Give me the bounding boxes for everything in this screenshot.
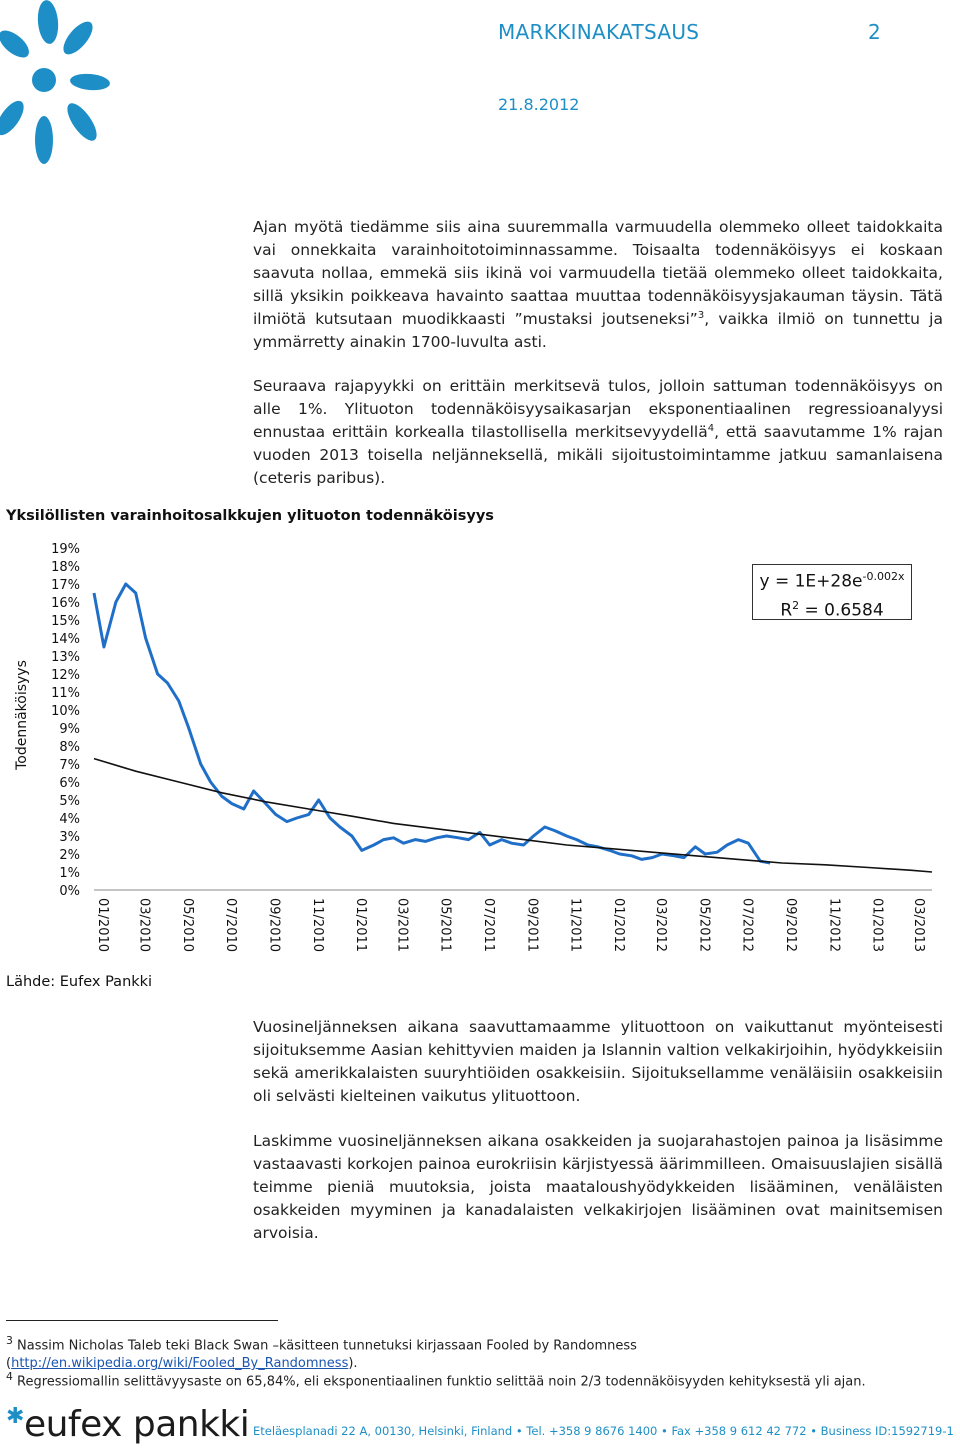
x-tick-label: 11/2010 bbox=[309, 898, 325, 953]
x-tick-label: 11/2012 bbox=[826, 898, 842, 953]
document-date: 21.8.2012 bbox=[498, 95, 580, 114]
paragraph-4: Laskimme vuosineljänneksen aikana osakkeiden ja suojarahastojen painoa ja lisäsimme vastaavasti korkojen painoa eurokriisin kärjistyessä äärimmilleen. Omaisuuslajien sisällä teimme pieniä muutoksia, joista maataloushyödykkeiden lisääminen, venäläisten osakkeiden myyminen ja kanadalaisten velkakirjojen lisääminen ovat mainitsemisen arvoisia. bbox=[253, 1132, 943, 1242]
y-tick-label: 18% bbox=[51, 560, 80, 575]
y-tick-label: 6% bbox=[59, 776, 80, 791]
y-tick-label: 7% bbox=[59, 758, 80, 773]
y-tick-label: 17% bbox=[51, 578, 80, 593]
x-tick-label: 01/2010 bbox=[95, 898, 110, 953]
footnote-link[interactable]: http://en.wikipedia.org/wiki/Fooled_By_Randomness bbox=[11, 1356, 349, 1372]
document-header-title: MARKKINAKATSAUS bbox=[498, 20, 700, 44]
x-tick-label: 07/2012 bbox=[739, 898, 755, 953]
x-tick-label: 01/2013 bbox=[869, 898, 885, 953]
y-tick-label: 16% bbox=[51, 596, 80, 611]
footnote-ref-3[interactable]: 3 bbox=[697, 309, 705, 321]
x-tick-label: 01/2012 bbox=[610, 898, 626, 953]
x-tick-label: 05/2010 bbox=[179, 898, 195, 953]
footer-address: Eteläesplanadi 22 A, 00130, Helsinki, Finland • Tel. +358 9 8676 1400 • Fax +358 9 612 42 772 • Business ID:1592719-1 bbox=[253, 1424, 954, 1438]
regression-equation: $y = 1E+28e^{-0.002x}$ bbox=[759, 570, 905, 592]
x-tick-label: 03/2012 bbox=[653, 898, 669, 953]
y-tick-label: 12% bbox=[51, 668, 80, 683]
paragraph-1: Ajan myötä tiedämme siis aina suuremmalla varmuudella olemmeko olleet taidokkaita vai onnekkaita varainhoitotoiminnassamme. Toisaalta todennäköisyys ei koskaan saavuta nollaa, emmekä siis ikinä voi varmuudella tietää olemmeko olleet taidokkaita, sillä yksikin poikkeava havainto saattaa muuttaa todennäköisyysjakauman täysin. Tätä ilmiötä kutsutaan muodikkaasti ”mustaksi joutseneksi”$^3$, vaikka ilmiö on tunnettu ja ymmärretty ainakin 1700-luvulta asti. bbox=[253, 218, 943, 351]
x-tick-label: 03/2011 bbox=[394, 898, 410, 953]
x-tick-label: 11/2011 bbox=[567, 898, 583, 953]
x-tick-label: 07/2010 bbox=[222, 898, 238, 953]
asterisk-icon: ✱ bbox=[6, 1404, 24, 1429]
paragraph-2: Seuraava rajapyykki on erittäin merkitsevä tulos, jolloin sattuman todennäköisyys on alle 1%. Ylituoton todennäköisyysaikasarjan eksponentiaalinen regressioanalyysi ennustaa erittäin korkealla tilastollisella merkitsevyydellä$^4$, että saavutamme 1% rajan vuoden 2013 toisella neljänneksellä, mikäli sijoitustoimintamme jatkuu samanlaisena (ceteris paribus). bbox=[253, 377, 943, 487]
x-tick-label: 05/2011 bbox=[437, 898, 453, 953]
flower-logo-icon bbox=[0, 0, 150, 170]
y-tick-label: 3% bbox=[59, 830, 80, 845]
page-number: 2 bbox=[868, 20, 881, 44]
y-tick-label: 4% bbox=[59, 812, 80, 827]
y-tick-label: 5% bbox=[59, 794, 80, 809]
r-squared: $R^2 = 0.6584$ bbox=[780, 598, 884, 621]
y-tick-label: 11% bbox=[51, 686, 80, 701]
y-tick-label: 0% bbox=[59, 884, 80, 899]
footnote-3: $^3$ Nassim Nicholas Taleb teki Black Swan –käsitteen tunnetuksi kirjassaan Fooled by Randomness (http://en.wikipedia.org/wiki/Fooled_By_Randomness). bbox=[6, 1334, 637, 1372]
footnote-4: $^4$ Regressiomallin selittävyysaste on 65,84%, eli eksponentiaalinen funktio selittää noin 2/3 todennäköisyyden kehityksestä yli ajan. bbox=[6, 1370, 866, 1390]
y-tick-label: 8% bbox=[59, 740, 80, 755]
y-tick-label: 19% bbox=[51, 542, 80, 557]
regression-equation-box bbox=[752, 564, 912, 620]
x-tick-label: 05/2012 bbox=[696, 898, 712, 953]
y-tick-label: 15% bbox=[51, 614, 80, 629]
x-tick-label: 01/2011 bbox=[352, 898, 368, 953]
x-tick-label: 09/2012 bbox=[783, 898, 799, 953]
x-tick-label: 09/2010 bbox=[266, 898, 282, 953]
y-tick-label: 2% bbox=[59, 848, 80, 863]
footnote-divider bbox=[6, 1320, 278, 1321]
y-tick-label: 13% bbox=[51, 650, 80, 665]
footer-logo: ✱eufex pankki bbox=[6, 1404, 250, 1445]
footnote-ref-4[interactable]: 4 bbox=[707, 422, 715, 434]
paragraph-3: Vuosineljänneksen aikana saavuttamaamme ylituottoon on vaikuttanut myönteisesti sijoituksemme Aasian kehittyvien maiden ja Islannin valtion velkakirjoihin, hyödykkeisiin sekä amerikkalaisten suuryhtiöiden osakkeisiin. Sijoituksellamme venäläisiin osakkeisiin oli selvästi kielteinen vaikutus ylituottoon. bbox=[253, 1018, 943, 1105]
y-tick-label: 1% bbox=[59, 866, 80, 881]
x-tick-label: 09/2011 bbox=[524, 898, 540, 953]
chart-source: Lähde: Eufex Pankki bbox=[6, 974, 153, 990]
probability-series-line bbox=[94, 584, 770, 863]
x-tick-label: 03/2010 bbox=[136, 898, 152, 953]
x-tick-label: 07/2011 bbox=[480, 898, 496, 953]
y-tick-label: 9% bbox=[59, 722, 80, 737]
x-tick-label: 03/2013 bbox=[911, 898, 927, 953]
y-tick-label: 10% bbox=[51, 704, 80, 719]
chart-title: Yksilöllisten varainhoitosalkkujen ylituoton todennäköisyys bbox=[6, 508, 494, 524]
exponential-trendline bbox=[94, 759, 932, 872]
y-tick-label: 14% bbox=[51, 632, 80, 647]
